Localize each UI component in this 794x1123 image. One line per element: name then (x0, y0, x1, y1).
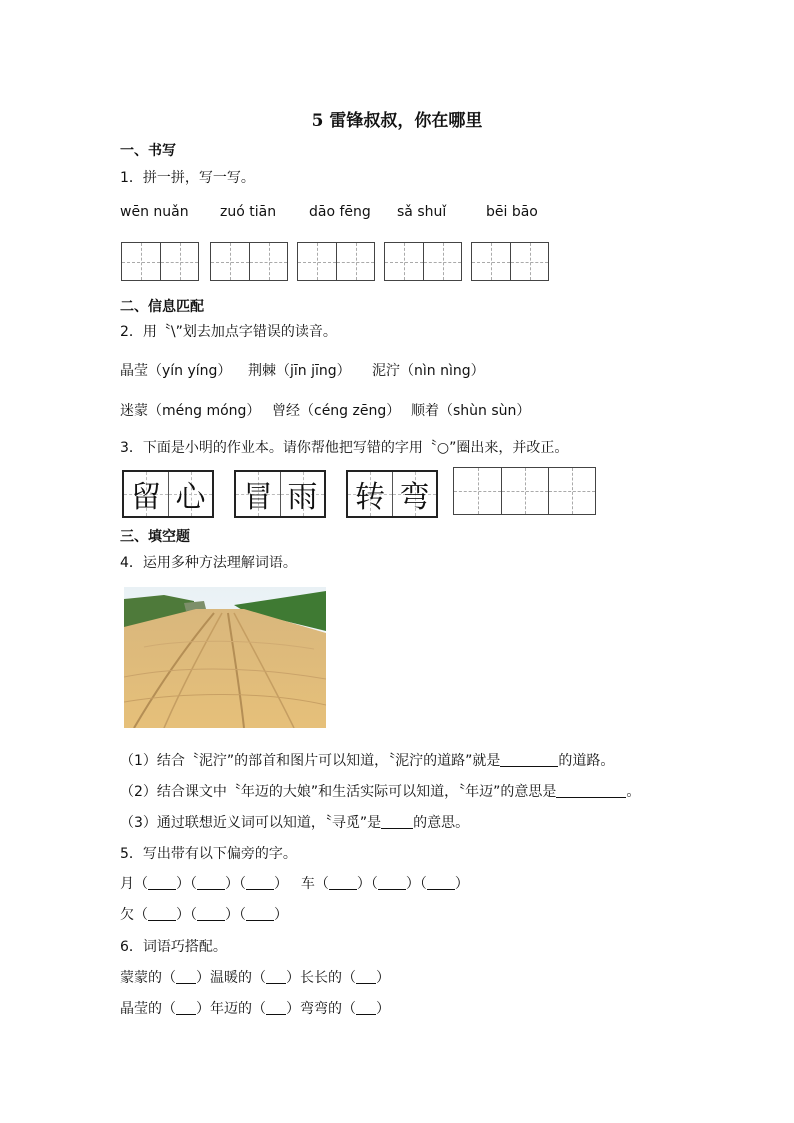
collocation-word: 温暖的 (210, 970, 252, 986)
answer-blank-4-2[interactable] (556, 783, 626, 798)
question-4-2-end: 。 (626, 784, 641, 800)
radical-row-1 (120, 873, 469, 893)
question-4-1-text: （1）结合〝泥泞”的部首和图片可以知道，〝泥泞的道路”就是 (120, 753, 501, 769)
paren: （ (162, 1001, 176, 1017)
question-4-3-text: （3）通过联想近义词可以知道，〝寻觅”是 (120, 815, 382, 831)
pinyin-3: dāo fēng (309, 204, 371, 220)
paren: （ (239, 876, 246, 892)
radical-blank[interactable] (148, 906, 176, 921)
collocation-blank[interactable] (266, 969, 286, 984)
reading-item-1: 晶莹（yín yíng） (120, 363, 232, 379)
radical-blank[interactable] (148, 875, 176, 890)
homework-word-1[interactable] (122, 470, 214, 518)
reading-item-4: 迷蒙（méng móng） (120, 403, 261, 419)
collocation-blank[interactable] (356, 1000, 376, 1015)
pinyin-2: zuó tiān (220, 204, 277, 220)
collocation-word: 晶莹的 (120, 1001, 162, 1017)
collocation-blank[interactable] (176, 969, 196, 984)
answer-blank-4-1[interactable] (500, 752, 558, 767)
homework-word-3[interactable] (346, 470, 438, 518)
collocation-word: 弯弯的 (300, 1001, 342, 1017)
writing-grid-5[interactable] (471, 242, 549, 281)
collocation-blank[interactable] (176, 1000, 196, 1015)
answer-blank-4-3[interactable] (381, 814, 413, 829)
radical-blank[interactable] (197, 875, 225, 890)
radical-blank[interactable] (378, 875, 406, 890)
paren: （ (190, 876, 197, 892)
paren: （ (314, 876, 329, 892)
section-heading-matching: 二、信息匹配 (120, 299, 204, 315)
homework-char[interactable]: 冒 (243, 480, 273, 515)
radical-blank[interactable] (329, 875, 357, 890)
radical-blank[interactable] (246, 906, 274, 921)
paren: （ (134, 876, 148, 892)
reading-item-6: 顺着（shùn sùn） (411, 403, 531, 419)
writing-grid-1[interactable] (121, 242, 199, 281)
question-4-3 (120, 812, 469, 832)
homework-char[interactable]: 留 (131, 480, 161, 515)
homework-char[interactable]: 雨 (287, 480, 318, 515)
collocation-row-1 (120, 967, 390, 987)
question-1: 1．拼一拼，写一写。 (120, 170, 255, 186)
correction-grid[interactable] (453, 467, 596, 515)
paren: ） (454, 876, 469, 892)
pinyin-1: wēn nuǎn (120, 204, 189, 220)
writing-grid-2[interactable] (210, 242, 288, 281)
writing-grid-4[interactable] (384, 242, 462, 281)
collocation-word: 年迈的 (210, 1001, 252, 1017)
paren: ） (376, 1001, 390, 1017)
radical-yue: 月 (120, 876, 134, 892)
collocation-blank[interactable] (356, 969, 376, 984)
page-title: 5 雷锋叔叔，你在哪里 (311, 111, 483, 131)
paren: ） (274, 907, 288, 923)
collocation-word: 蒙蒙的 (120, 970, 162, 986)
collocation-row-2 (120, 998, 390, 1018)
paren: （ (252, 970, 266, 986)
radical-qian: 欠 (120, 907, 134, 923)
paren: ） (405, 876, 420, 892)
reading-item-3: 泥泞（nìn nìng） (372, 363, 485, 379)
question-4-2 (120, 781, 640, 801)
question-2: 2．用〝\”划去加点字错误的读音。 (120, 324, 337, 340)
paren: （ (342, 1001, 356, 1017)
section-heading-fill: 三、填空题 (120, 529, 190, 545)
collocation-word: 长长的 (300, 970, 342, 986)
homework-word-2[interactable] (234, 470, 326, 518)
question-6: 6．词语巧搭配。 (120, 939, 227, 955)
paren: ） (356, 876, 371, 892)
homework-char[interactable]: 弯 (399, 480, 430, 515)
question-4-2-text: （2）结合课文中〝年迈的大娘”和生活实际可以知道，〝年迈”的意思是 (120, 784, 557, 800)
paren: ） (196, 1001, 210, 1017)
homework-char[interactable]: 转 (355, 480, 385, 515)
paren: ） (376, 970, 390, 986)
paren: （ (239, 907, 246, 923)
paren: ） (286, 1001, 300, 1017)
paren: ） (225, 907, 239, 923)
homework-char[interactable]: 心 (175, 480, 206, 515)
reading-item-5: 曾经（céng zēng） (272, 403, 401, 419)
paren: （ (162, 970, 176, 986)
question-3: 3．下面是小明的作业本。请你帮他把写错的字用〝○”圈出来，并改正。 (120, 440, 569, 456)
muddy-road-photo (124, 587, 326, 728)
paren: ） (176, 907, 190, 923)
paren: （ (190, 907, 197, 923)
section-heading-writing: 一、书写 (120, 143, 176, 159)
paren: （ (419, 876, 427, 892)
pinyin-5: bēi bāo (486, 204, 538, 220)
paren: （ (370, 876, 378, 892)
paren: （ (134, 907, 148, 923)
radical-blank[interactable] (197, 906, 225, 921)
paren: ） (196, 970, 210, 986)
collocation-blank[interactable] (266, 1000, 286, 1015)
radical-blank[interactable] (246, 875, 274, 890)
paren: （ (252, 1001, 266, 1017)
pinyin-4: sǎ shuǐ (397, 204, 447, 220)
radical-row-2 (120, 904, 288, 924)
paren: （ (342, 970, 356, 986)
paren: ） (225, 876, 239, 892)
paren: ） (274, 876, 288, 892)
radical-blank[interactable] (427, 875, 455, 890)
reading-item-2: 荆棘（jīn jīng） (248, 363, 351, 379)
question-4-1 (120, 750, 614, 770)
paren: ） (176, 876, 190, 892)
question-5: 5．写出带有以下偏旁的字。 (120, 846, 297, 862)
question-4-3-end: 的意思。 (413, 815, 470, 831)
radical-che: 车 (300, 876, 315, 892)
question-4: 4．运用多种方法理解词语。 (120, 555, 297, 571)
question-4-1-end: 的道路。 (558, 753, 615, 769)
writing-grid-3[interactable] (297, 242, 375, 281)
paren: ） (286, 970, 300, 986)
